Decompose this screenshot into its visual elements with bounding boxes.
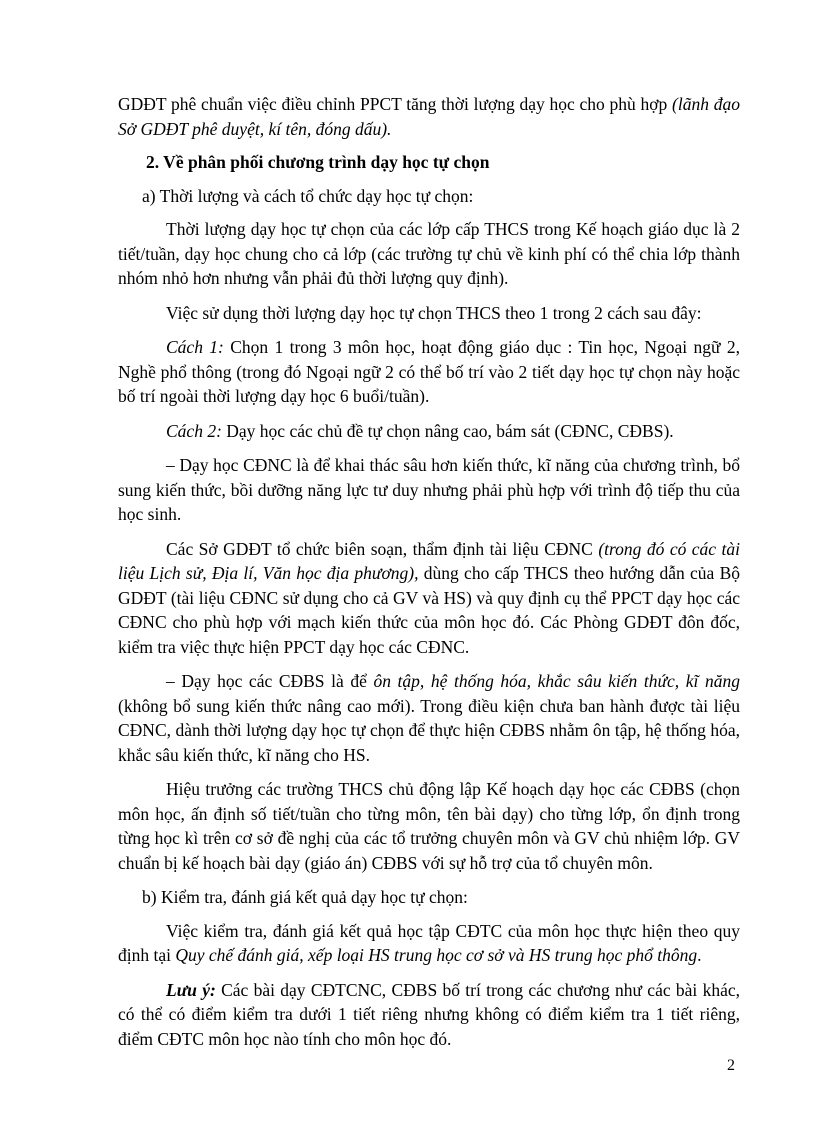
paragraph-option-2 xyxy=(118,419,740,444)
subheading-a: a) Thời lượng và cách tổ chức dạy học tự chọn: xyxy=(142,185,474,206)
paragraph-intro-text: GDĐT phê chuẩn việc điều chỉnh PPCT tăng thời lượng dạy học cho phù hợp xyxy=(118,94,673,114)
option-2-text: Dạy học các chủ đề tự chọn nâng cao, bám sát (CĐNC, CĐBS). xyxy=(221,420,674,441)
paragraph-intro xyxy=(118,92,740,141)
page-number: 2 xyxy=(727,1057,735,1074)
materials-text-c: dùng cho cấp THCS theo hướng dẫn của Bộ GDĐT (tài liệu CĐNC sử dụng cho cả GV và HS) và quy định cụ thể PPCT dạy học các CĐNC cho phù hợp với mạch kiến thức của môn học đó. Các Phòng GDĐT đôn đốc, kiểm tra việc thực hiện PPCT dạy học các CĐNC. xyxy=(118,563,741,657)
materials-text-a: Các Sở GDĐT tổ chức biên soạn, thẩm định tài liệu CĐNC xyxy=(166,538,599,559)
materials-italic: (trong đó có các tài liệu Lịch sử, Địa lí, Văn học địa phương), xyxy=(118,538,740,583)
cdbs-text-c: (không bổ sung kiến thức nâng cao mới). Trong điều kiện chưa ban hành được tài liệu CĐNC, dành thời lượng dạy học tự chọn để thực hiện CĐBS nhằm ôn tập, hệ thống hóa, khắc sâu kiến thức, kĩ năng cho HS. xyxy=(118,695,740,765)
paragraph-note xyxy=(118,978,740,1052)
note-text: Các bài dạy CĐTCNC, CĐBS bố trí trong các chương như các bài khác, có thể có điểm kiểm tra dưới 1 tiết riêng nhưng không có điểm kiểm tra 1 tiết riêng, điểm CĐTC môn học nào tính cho môn học đó. xyxy=(118,979,740,1049)
section-heading: 2. Về phân phối chương trình dạy học tự chọn xyxy=(146,152,490,172)
paragraph-cdbs xyxy=(118,669,740,767)
option-1-text: Chọn 1 trong 3 môn học, hoạt động giáo dục : Tin học, Ngoại ngữ 2, Nghề phổ thông (trong đó Ngoại ngữ 2 có thể bố trí vào 2 tiết dạy học tự chọn này hoặc bố trí ngoài thời lượng dạy học 6 buổi/tuần). xyxy=(118,337,740,406)
paragraph-duration: Thời lượng dạy học tự chọn của các lớp cấp THCS trong Kế hoạch giáo dục là 2 tiết/tuần, dạy học chung cho cả lớp (các trường tự chủ về kinh phí có thể chia lớp thành nhóm nhỏ hơn nhưng vẫn phải đủ thời lượng quy định). xyxy=(118,219,740,288)
assessment-text-a: Việc kiểm tra, đánh giá kết quả học tập CĐTC của môn học thực hiện theo quy định tại xyxy=(118,920,740,965)
paragraph-cdnc: – Dạy học CĐNC là để khai thác sâu hơn kiến thức, kĩ năng của chương trình, bổ sung kiến thức, bồi dưỡng năng lực tư duy nhưng phải phù hợp với trình độ tiếp thu của học sinh. xyxy=(118,455,740,524)
document-body xyxy=(118,92,740,1061)
paragraph-usage: Việc sử dụng thời lượng dạy học tự chọn THCS theo 1 trong 2 cách sau đây: xyxy=(166,302,702,323)
option-2-label: Cách 2: xyxy=(166,420,222,441)
note-label: Lưu ý: xyxy=(166,979,216,1000)
paragraph-materials xyxy=(118,537,740,660)
assessment-text-c: . xyxy=(697,945,702,965)
paragraph-intro-italic: (lãnh đạo Sở GDĐT phê duyệt, kí tên, đóng dấu). xyxy=(118,94,740,139)
assessment-italic: Quy chế đánh giá, xếp loại HS trung học cơ sở và HS trung học phổ thông xyxy=(175,945,698,965)
paragraph-principal: Hiệu trưởng các trường THCS chủ động lập Kế hoạch dạy học các CĐBS (chọn môn học, ấn định số tiết/tuần cho từng môn, tên bài dạy) cho từng lớp, ổn định trong từng học kì trên cơ sở đề nghị của các tổ trưởng chuyên môn và GV chủ nhiệm lớp. GV chuẩn bị kế hoạch bài dạy (giáo án) CĐBS với sự hỗ trợ của tổ chuyên môn. xyxy=(118,779,740,873)
option-1-label: Cách 1: xyxy=(166,337,224,357)
subheading-b: b) Kiểm tra, đánh giá kết quả dạy học tự chọn: xyxy=(142,887,468,907)
paragraph-assessment xyxy=(118,919,740,968)
cdbs-text-a: – Dạy học các CĐBS là để xyxy=(166,671,374,691)
paragraph-option-1 xyxy=(118,335,740,409)
cdbs-italic: ôn tập, hệ thống hóa, khắc sâu kiến thức, kĩ năng xyxy=(373,671,740,691)
